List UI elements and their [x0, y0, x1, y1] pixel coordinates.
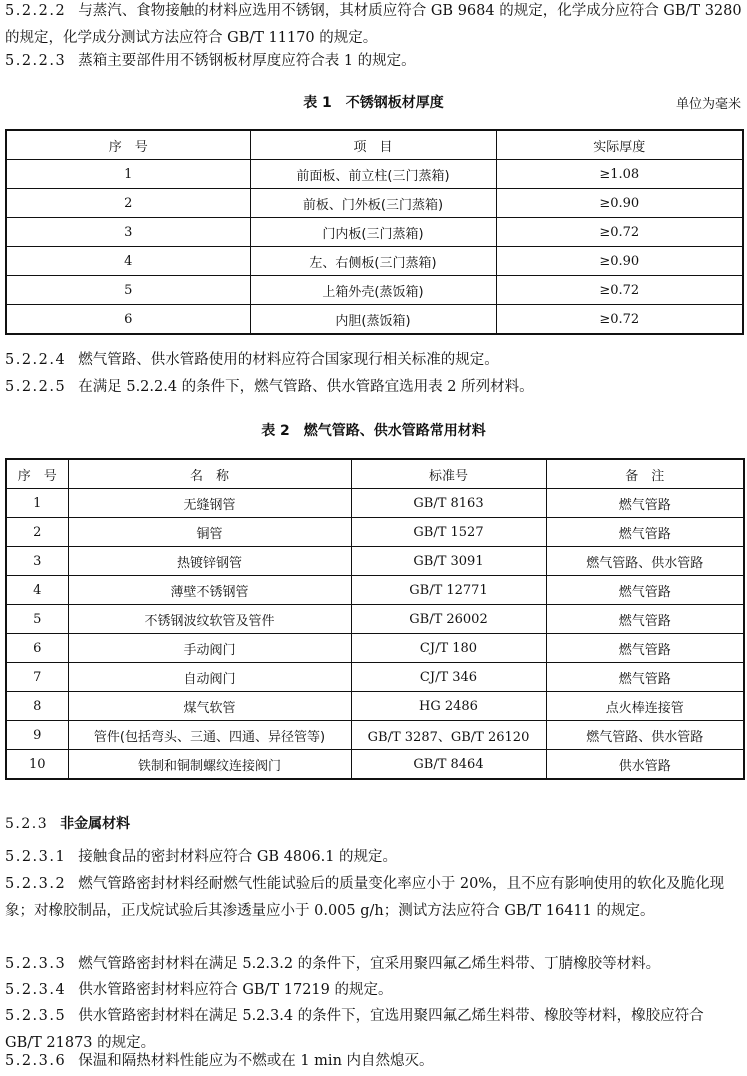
section-heading-5-2-3 — [5, 813, 130, 833]
clause-5-2-3-6 — [5, 1048, 743, 1075]
table-cell: 3 — [6, 547, 68, 576]
table-cell: 5 — [6, 276, 250, 305]
table-row — [6, 189, 743, 218]
table-cell: 6 — [6, 634, 68, 663]
table-row — [6, 276, 743, 305]
clause-text: 供水管路密封材料在满足 5.2.3.4 的条件下，宜选用聚四氟乙烯生料带、橡胶等材料，橡胶应符合 GB/T 21873 的规定。 — [5, 1008, 704, 1051]
column-header: 序 号 — [6, 130, 250, 160]
section-number: 5.2.3 — [5, 816, 49, 832]
table-row — [6, 692, 744, 721]
clause-text: 在满足 5.2.2.4 的条件下，燃气管路、供水管路宜选用表 2 所列材料。 — [78, 379, 534, 395]
table-cell: 燃气管路 — [546, 634, 744, 663]
table-cell: 8 — [6, 692, 68, 721]
table-cell: 4 — [6, 247, 250, 276]
table-cell: 燃气管路 — [546, 576, 744, 605]
table-row — [6, 518, 744, 547]
table-cell: ≥0.90 — [496, 247, 743, 276]
clause-text: 接触食品的密封材料应符合 GB 4806.1 的规定。 — [78, 849, 398, 865]
table-cell: 不锈钢波纹软管及管件 — [68, 605, 351, 634]
table-cell: 5 — [6, 605, 68, 634]
column-header: 名 称 — [68, 459, 351, 489]
column-header: 标准号 — [351, 459, 546, 489]
column-header: 备 注 — [546, 459, 744, 489]
clause-text: 保温和隔热材料性能应为不燃或在 1 min 内自然熄灭。 — [78, 1053, 434, 1069]
table-cell: 铁制和铜制螺纹连接阀门 — [68, 750, 351, 780]
table-cell: 前板、门外板(三门蒸箱) — [250, 189, 496, 218]
table-cell: GB/T 3287、GB/T 26120 — [351, 721, 546, 750]
table-row — [6, 160, 743, 189]
clause-number: 5.2.3.1 — [5, 849, 67, 865]
clause-number: 5.2.2.5 — [5, 379, 67, 395]
clause-5-2-3-1 — [5, 844, 743, 871]
clause-5-2-2-3 — [5, 48, 743, 75]
clause-5-2-2-4 — [5, 347, 743, 374]
table-cell: 无缝钢管 — [68, 489, 351, 518]
table-row — [6, 605, 744, 634]
table-cell: ≥0.72 — [496, 276, 743, 305]
table-1-stainless-thickness — [5, 129, 744, 335]
clause-text: 燃气管路、供水管路使用的材料应符合国家现行相关标准的规定。 — [78, 352, 499, 368]
table-row — [6, 547, 744, 576]
table-cell: 薄壁不锈钢管 — [68, 576, 351, 605]
clause-number: 5.2.3.5 — [5, 1008, 67, 1024]
table-cell: 燃气管路 — [546, 489, 744, 518]
clause-5-2-3-4 — [5, 977, 743, 1004]
table-cell: 燃气管路 — [546, 663, 744, 692]
table-cell: GB/T 1527 — [351, 518, 546, 547]
table-cell: 2 — [6, 518, 68, 547]
section-title: 非金属材料 — [60, 816, 131, 832]
table-cell: ≥0.72 — [496, 305, 743, 335]
table-cell: GB/T 8163 — [351, 489, 546, 518]
table-row — [6, 247, 743, 276]
table-1-unit-note: 单位为毫米 — [675, 97, 741, 112]
clause-5-2-3-3 — [5, 951, 743, 978]
clause-number: 5.2.3.2 — [5, 876, 67, 892]
table-row — [6, 576, 744, 605]
table-2-caption: 表 2 燃气管路、供水管路常用材料 — [261, 423, 486, 439]
table-row — [6, 721, 744, 750]
clause-number: 5.2.3.3 — [5, 956, 67, 972]
table-cell: HG 2486 — [351, 692, 546, 721]
table-cell: GB/T 3091 — [351, 547, 546, 576]
table-2-pipe-materials — [5, 458, 745, 780]
table-cell: 门内板(三门蒸箱) — [250, 218, 496, 247]
column-header: 序 号 — [6, 459, 68, 489]
table-row — [6, 489, 744, 518]
table-row — [6, 750, 744, 780]
table-cell: GB/T 26002 — [351, 605, 546, 634]
table-row — [6, 305, 743, 335]
clause-text: 供水管路密封材料应符合 GB/T 17219 的规定。 — [78, 982, 393, 998]
table-cell: 煤气软管 — [68, 692, 351, 721]
table-row — [6, 218, 743, 247]
table-cell: 10 — [6, 750, 68, 780]
table-cell: 热镀锌钢管 — [68, 547, 351, 576]
table-cell: 7 — [6, 663, 68, 692]
table-cell: 4 — [6, 576, 68, 605]
table-cell: 管件(包括弯头、三通、四通、异径管等) — [68, 721, 351, 750]
table-cell: CJ/T 180 — [351, 634, 546, 663]
table-cell: 2 — [6, 189, 250, 218]
clause-number: 5.2.2.4 — [5, 352, 67, 368]
table-cell: ≥1.08 — [496, 160, 743, 189]
column-header: 项 目 — [250, 130, 496, 160]
clause-5-2-2-2 — [5, 0, 743, 51]
clause-text: 燃气管路密封材料在满足 5.2.3.2 的条件下，宜采用聚四氟乙烯生料带、丁腈橡胶等材料。 — [78, 956, 661, 972]
clause-number: 5.2.2.3 — [5, 53, 67, 69]
table-cell: 铜管 — [68, 518, 351, 547]
table-cell: 9 — [6, 721, 68, 750]
table-cell: GB/T 8464 — [351, 750, 546, 780]
table-cell: 6 — [6, 305, 250, 335]
column-header: 实际厚度 — [496, 130, 743, 160]
table-cell: 燃气管路 — [546, 518, 744, 547]
table-cell: 燃气管路 — [546, 605, 744, 634]
table-header-row — [6, 130, 743, 160]
table-cell: 1 — [6, 489, 68, 518]
clause-number: 5.2.3.4 — [5, 982, 67, 998]
table-cell: 3 — [6, 218, 250, 247]
table-1-caption: 表 1 不锈钢板材厚度 — [303, 95, 444, 111]
table-cell: 上箱外壳(蒸饭箱) — [250, 276, 496, 305]
table-cell: 点火棒连接管 — [546, 692, 744, 721]
clause-number: 5.2.2.2 — [5, 3, 67, 19]
clause-text: 燃气管路密封材料经耐燃气性能试验后的质量变化率应小于 20%，且不应有影响使用的软化及脆化现象；对橡胶制品，正戊烷试验后其渗透量应小于 0.005 g/h；测试方法应符合 GB/T 16411 的规定。 — [5, 876, 725, 919]
table-header-row — [6, 459, 744, 489]
table-cell: 供水管路 — [546, 750, 744, 780]
table-cell: 内胆(蒸饭箱) — [250, 305, 496, 335]
table-row — [6, 634, 744, 663]
table-cell: 前面板、前立柱(三门蒸箱) — [250, 160, 496, 189]
table-cell: 手动阀门 — [68, 634, 351, 663]
table-cell: GB/T 12771 — [351, 576, 546, 605]
table-cell: 燃气管路、供水管路 — [546, 721, 744, 750]
clause-text: 与蒸汽、食物接触的材料应选用不锈钢，其材质应符合 GB 9684 的规定，化学成分应符合 GB/T 3280 的规定，化学成分测试方法应符合 GB/T 11170 的规定。 — [5, 3, 742, 46]
clause-text: 蒸箱主要部件用不锈钢板材厚度应符合表 1 的规定。 — [78, 53, 416, 69]
table-cell: ≥0.90 — [496, 189, 743, 218]
table-cell: CJ/T 346 — [351, 663, 546, 692]
table-cell: 1 — [6, 160, 250, 189]
clause-5-2-2-5 — [5, 374, 743, 401]
clause-5-2-3-2 — [5, 871, 743, 924]
table-cell: 自动阀门 — [68, 663, 351, 692]
table-cell: 左、右侧板(三门蒸箱) — [250, 247, 496, 276]
table-row — [6, 663, 744, 692]
table-cell: 燃气管路、供水管路 — [546, 547, 744, 576]
table-cell: ≥0.72 — [496, 218, 743, 247]
clause-number: 5.2.3.6 — [5, 1053, 67, 1069]
